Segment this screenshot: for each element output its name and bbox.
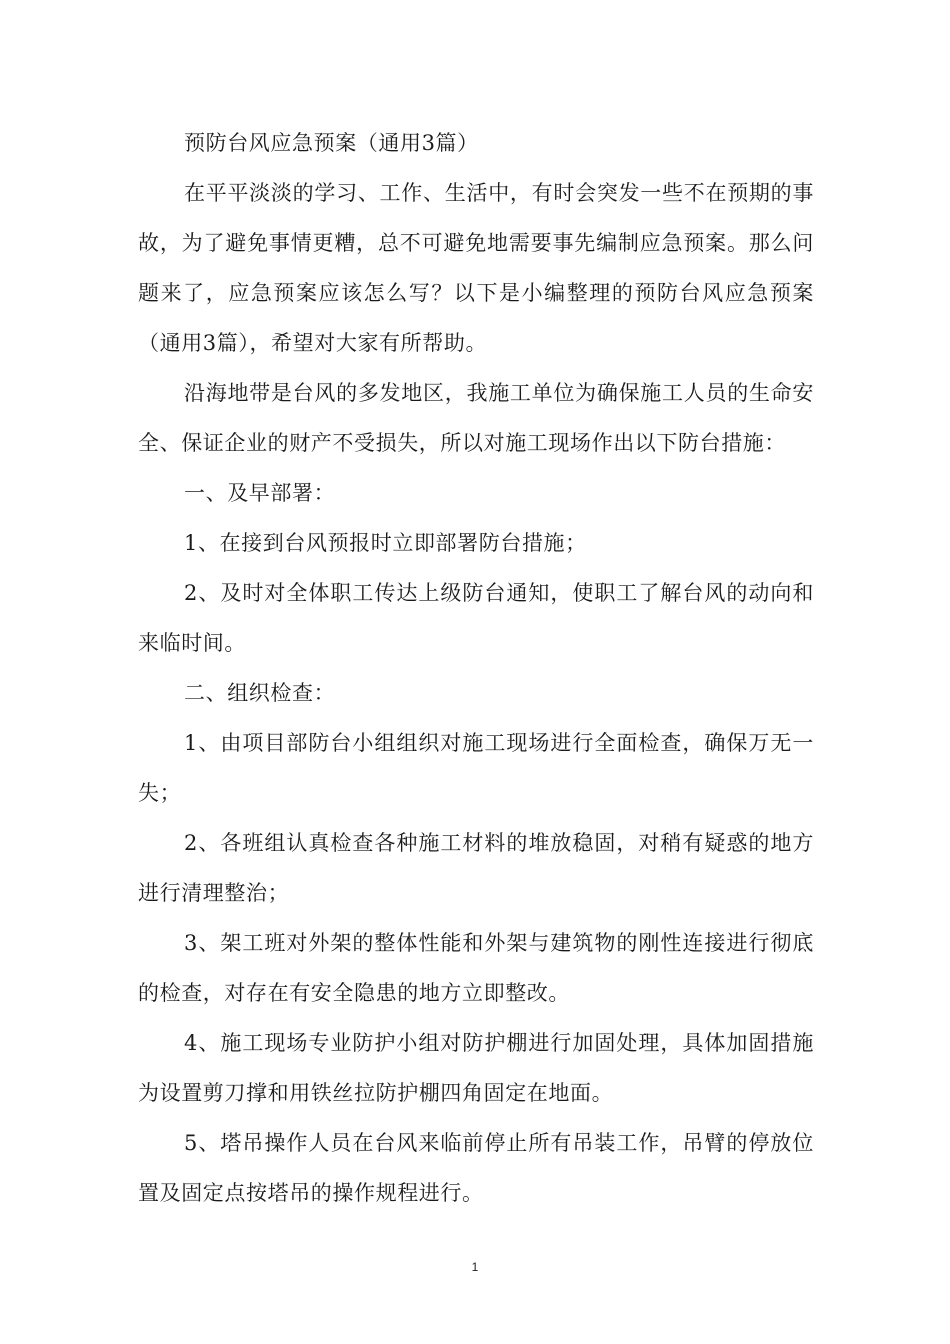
document-title: 预防台风应急预案（通用3篇）: [184, 131, 479, 155]
list-item: 2、各班组认真检查各种施工材料的堆放稳固，对稍有疑惑的地方进行清理整治；: [138, 831, 814, 905]
section-heading-deploy: 一、及早部署：: [184, 481, 336, 505]
page-number: 1: [471, 1260, 479, 1274]
list-item: 3、架工班对外架的整体性能和外架与建筑物的刚性连接进行彻底的检查，对存在有安全隐患的地方立即整改。: [138, 931, 814, 1005]
document-body: [138, 118, 814, 1218]
list-item: 2、及时对全体职工传达上级防台通知，使职工了解台风的动向和来临时间。: [138, 581, 814, 655]
list-item: 4、施工现场专业防护小组对防护棚进行加固处理，具体加固措施为设置剪刀撑和用铁丝拉防护棚四角固定在地面。: [138, 1031, 814, 1105]
list-item: 5、塔吊操作人员在台风来临前停止所有吊装工作，吊臂的停放位置及固定点按塔吊的操作规程进行。: [138, 1131, 814, 1205]
paragraph-intro: 在平平淡淡的学习、工作、生活中，有时会突发一些不在预期的事故，为了避免事情更糟，总不可避免地需要事先编制应急预案。那么问题来了，应急预案应该怎么写？以下是小编整理的预防台风应急预案（通用3篇），希望对大家有所帮助。: [138, 181, 814, 355]
section-heading-inspection: 二、组织检查：: [184, 681, 336, 705]
paragraph-background: 沿海地带是台风的多发地区，我施工单位为确保施工人员的生命安全、保证企业的财产不受损失，所以对施工现场作出以下防台措施：: [138, 381, 814, 455]
list-item: 1、由项目部防台小组组织对施工现场进行全面检查，确保万无一失；: [138, 731, 814, 805]
list-item: 1、在接到台风预报时立即部署防台措施；: [184, 531, 587, 555]
